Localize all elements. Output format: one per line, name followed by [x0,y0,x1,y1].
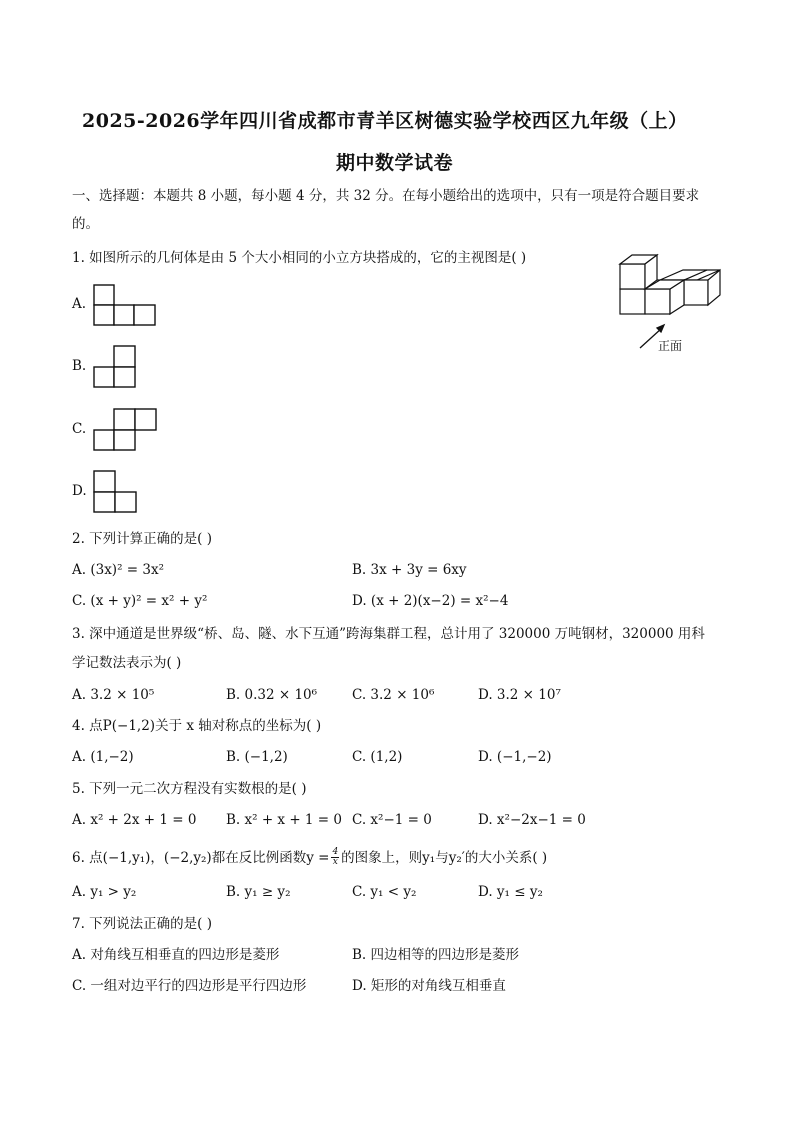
q4-option-d[interactable]: D. (−1,−2) [478,749,552,765]
q5-option-c[interactable]: C. x²−1 = 0 [352,812,432,828]
q3-option-d[interactable]: D. 3.2 × 10⁷ [478,687,561,703]
q1-figure-label: 正面 [658,339,683,353]
q7-option-d[interactable]: D. 矩形的对角线互相垂直 [352,978,506,994]
page-subtitle: 期中数学试卷 [336,152,454,174]
q2-option-d[interactable]: D. (x + 2)(x−2) = x²−4 [352,593,509,609]
q6-stem-suffix: 的图象上，则y₁与y₂′的大小关系( ) [341,849,548,866]
section-heading: 一、选择题：本题共 8 小题，每小题 4 分，共 32 分。在每小题给出的选项中，只有一项是符合题目要求 [72,188,700,204]
q1-stem: 1. 如图所示的几何体是由 5 个大小相同的小立方块搭成的，它的主视图是( ) [72,250,527,266]
q5-option-b[interactable]: B. x² + x + 1 = 0 [226,812,343,828]
q6-option-d[interactable]: D. y₁ ≤ y₂ [478,884,543,900]
q1-option-d-label[interactable]: D. [72,483,87,499]
q1-option-a-figure [93,284,159,326]
q2-option-a[interactable]: A. (3x)² = 3x² [72,562,164,578]
q2-option-b[interactable]: B. 3x + 3y = 6xy [352,562,467,578]
q2-option-c[interactable]: C. (x + y)² = x² + y² [72,593,208,609]
q1-option-c-figure [93,408,159,452]
q4-option-c[interactable]: C. (1,2) [352,749,403,765]
q6-option-b[interactable]: B. y₁ ≥ y₂ [226,884,291,900]
q4-stem: 4. 点P(−1,2)关于 x 轴对称点的坐标为( ) [72,718,322,734]
q2-stem: 2. 下列计算正确的是( ) [72,531,212,547]
q3-option-b[interactable]: B. 0.32 × 10⁶ [226,687,318,703]
q3-option-c[interactable]: C. 3.2 × 10⁶ [352,687,435,703]
q3-stem-cont: 学记数法表示为( ) [72,655,182,671]
q4-option-a[interactable]: A. (1,−2) [72,749,134,765]
q4-option-b[interactable]: B. (−1,2) [226,749,288,765]
q6-fraction-denominator: x [332,857,338,867]
q1-option-c-label[interactable]: C. [72,421,87,437]
q5-option-a[interactable]: A. x² + 2x + 1 = 0 [72,812,197,828]
q6-stem-row [72,848,547,867]
q3-option-a[interactable]: A. 3.2 × 10⁵ [72,687,155,703]
q5-stem: 5. 下列一元二次方程没有实数根的是( ) [72,781,307,797]
q6-stem-prefix: 6. 点(−1,y₁)，(−2,y₂)都在反比例函数y = [72,849,330,866]
q1-option-b-figure [93,345,139,389]
q7-stem: 7. 下列说法正确的是( ) [72,916,212,932]
q1-option-d-figure [93,470,139,514]
q1-option-a-label[interactable]: A. [72,296,87,312]
page-title: 2025-2026学年四川省成都市青羊区树德实验学校西区九年级（上） [82,110,688,132]
q7-option-c[interactable]: C. 一组对边平行的四边形是平行四边形 [72,978,307,994]
q6-fraction [331,848,339,867]
q1-option-b-label[interactable]: B. [72,358,87,374]
q6-option-a[interactable]: A. y₁ > y₂ [72,884,137,900]
q7-option-b[interactable]: B. 四边相等的四边形是菱形 [352,947,520,963]
q3-stem: 3. 深中通道是世界级“桥、岛、隧、水下互通”跨海集群工程，总计用了 320000 万吨钢材，320000 用科 [72,626,705,642]
q5-option-d[interactable]: D. x²−2x−1 = 0 [478,812,586,828]
section-heading-cont: 的。 [72,216,99,232]
q6-fraction-numerator: 4 [332,847,339,857]
q6-option-c[interactable]: C. y₁ < y₂ [352,884,417,900]
q7-option-a[interactable]: A. 对角线互相垂直的四边形是菱形 [72,947,280,963]
